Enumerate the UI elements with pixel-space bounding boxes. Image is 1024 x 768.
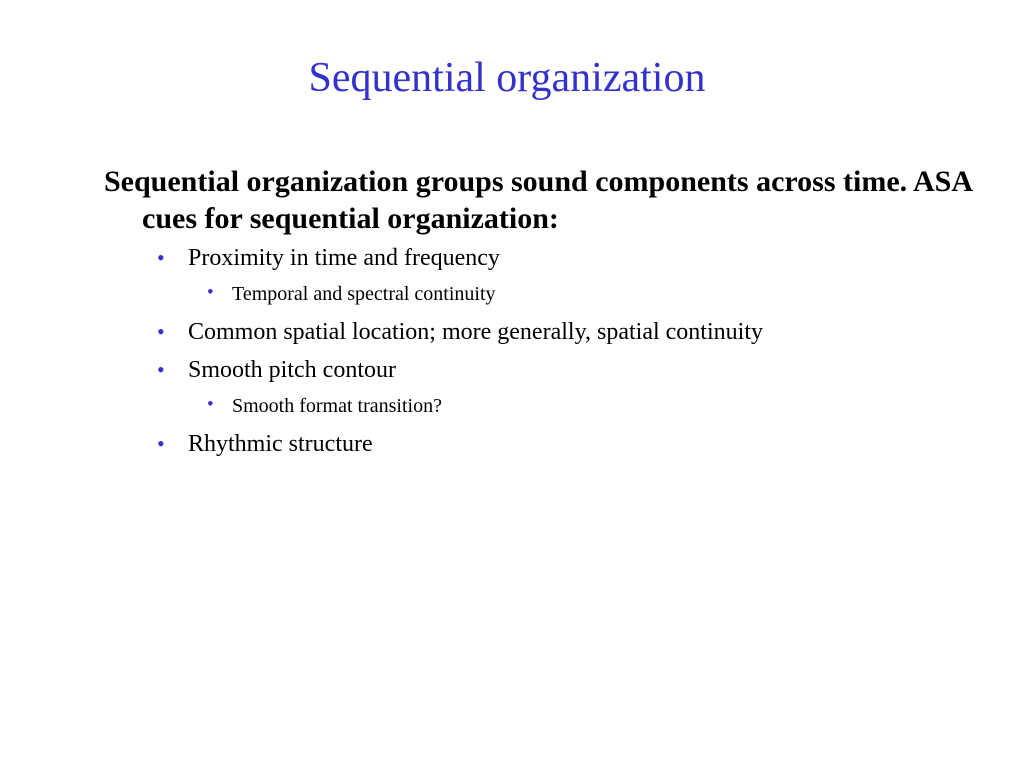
slide-body bbox=[104, 163, 984, 467]
bullet-text: Smooth pitch contour bbox=[188, 357, 396, 383]
bullet-icon: • bbox=[207, 394, 214, 415]
bullet-item-spatial-location bbox=[104, 317, 984, 347]
sub-bullet-item-continuity bbox=[104, 281, 984, 307]
bullet-text: Rhythmic structure bbox=[188, 431, 373, 457]
bullet-icon: • bbox=[157, 431, 165, 456]
bullet-icon: • bbox=[157, 245, 165, 270]
bullet-item-pitch-contour bbox=[104, 355, 984, 385]
bullet-item-proximity bbox=[104, 243, 984, 273]
sub-bullet-text: Temporal and spectral continuity bbox=[232, 283, 496, 305]
bullet-icon: • bbox=[207, 282, 214, 303]
bullet-text: Proximity in time and frequency bbox=[188, 245, 500, 271]
bullet-item-rhythmic-structure bbox=[104, 429, 984, 459]
slide-title: Sequential organization bbox=[308, 55, 706, 101]
sub-bullet-text: Smooth format transition? bbox=[232, 395, 442, 417]
bullet-icon: • bbox=[157, 319, 165, 344]
lead-paragraph: Sequential organization groups sound components across time. ASA cues for sequential organization: bbox=[104, 165, 972, 235]
sub-bullet-item-format-transition bbox=[104, 393, 984, 419]
bullet-icon: • bbox=[157, 357, 165, 382]
bullet-text: Common spatial location; more generally, spatial continuity bbox=[188, 319, 763, 345]
